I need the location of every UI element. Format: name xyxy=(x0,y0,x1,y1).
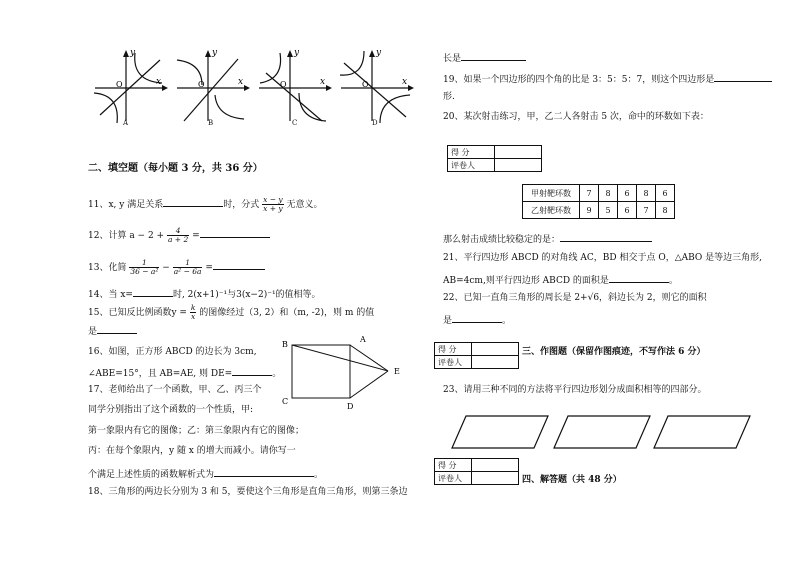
svg-text:x: x xyxy=(320,77,326,87)
square-figure xyxy=(280,333,410,413)
svg-text:A: A xyxy=(360,335,366,344)
question-22-line2: 是 。 xyxy=(443,313,511,327)
question-14: 14、当 x= 时, 2(x+1)⁻¹与3(x−2)⁻¹的值相等。 xyxy=(88,287,321,301)
svg-text:y: y xyxy=(376,48,382,58)
question-11: 11、x, y 满足关系 时，分式 $\frac{x - y}{x + y}$ 无意义。 xyxy=(88,195,323,213)
graph-label-b: B xyxy=(208,119,214,127)
svg-text:O: O xyxy=(116,80,123,89)
score-box-1: 得 分 评卷人 xyxy=(447,145,542,172)
svg-text:y: y xyxy=(212,48,218,58)
question-20-answer: 那么射击成绩比较稳定的是： xyxy=(443,232,652,246)
function-graphs xyxy=(90,45,420,133)
question-15-line2: 是 xyxy=(88,324,137,338)
question-22-line1: 22、已知一直角三角形的周长是 2+√6，斜边长为 2，则它的面积 xyxy=(443,293,707,303)
svg-text:D: D xyxy=(347,402,354,411)
svg-text:B: B xyxy=(282,340,288,349)
svg-text:x: x xyxy=(238,77,244,87)
question-19-line1: 19、如果一个四边形的四个角的比是 3：5：5：7，则这个四边形是 xyxy=(443,72,772,86)
question-23: 23、请用三种不同的方法将平行四边形划分成面积相等的四部分。 xyxy=(443,385,707,395)
svg-text:y: y xyxy=(130,48,136,58)
question-18-line1: 18、三角形的两边长分别为 3 和 5，要使这个三角形是直角三角形，则第三条边 xyxy=(88,487,408,497)
question-18-line2: 长是 xyxy=(443,51,526,65)
svg-text:O: O xyxy=(280,80,287,89)
question-17-line3: 第一象限内有它的图像；乙：第三象限内有它的图像； xyxy=(88,426,305,436)
question-17-line5: 个满足上述性质的函数解析式为 。 xyxy=(88,467,323,481)
parallelogram-2 xyxy=(554,416,650,448)
parallelograms xyxy=(448,412,758,452)
question-12: 12、计算 a − 2 + $\frac{4}{a + 2}$ = xyxy=(88,227,270,245)
svg-text:x: x xyxy=(402,77,408,87)
graph-option-a xyxy=(94,48,168,123)
question-17-line4: 丙：在每个象限内，y 随 x 的增大而减小。请你写一 xyxy=(88,446,296,456)
graph-label-c: C xyxy=(292,119,298,127)
section-4-heading: 四、解答题（共 48 分） xyxy=(522,475,622,485)
parallelogram-3 xyxy=(654,416,750,448)
parallelogram-1 xyxy=(452,416,548,448)
question-16-line1: 16、如图，正方形 ABCD 的边长为 3cm, xyxy=(88,347,257,357)
score-box-3: 得 分 评卷人 xyxy=(434,458,519,485)
shot-row-jia: 甲射靶环数 7 8 6 8 6 xyxy=(523,185,675,202)
svg-text:O: O xyxy=(362,80,369,89)
question-21-line2: AB=4cm,则平行四边形 ABCD 的面积是 。 xyxy=(443,273,678,287)
svg-text:C: C xyxy=(282,397,289,406)
svg-text:x: x xyxy=(156,77,162,87)
graph-label-d: D xyxy=(372,119,378,127)
question-17-line2: 同学分别指出了这个函数的一个性质，甲: xyxy=(88,405,254,415)
svg-text:y: y xyxy=(294,48,300,58)
graph-option-c xyxy=(259,48,332,121)
shot-row-yi: 乙射靶环数 9 5 6 7 8 xyxy=(523,202,675,219)
svg-text:E: E xyxy=(394,367,400,376)
graph-option-d xyxy=(340,48,414,123)
section-3-heading: 三、作图题（保留作图痕迹，不写作法 6 分） xyxy=(522,347,706,357)
question-17-line1: 17、老师给出了一个函数，甲、乙、丙三个 xyxy=(88,385,262,395)
graph-label-a: A xyxy=(123,119,129,127)
question-16-line2: ∠ABE=15°，且 AB=AE, 则 DE= 。 xyxy=(88,366,281,380)
shot-table xyxy=(522,184,675,219)
question-20-line1: 20、某次射击练习，甲，乙二人各射击 5 次，命中的环数如下表： xyxy=(443,112,709,122)
section-2-heading: 二、填空题（每小题 3 分，共 36 分） xyxy=(88,163,263,174)
score-box-2: 得 分 评卷人 xyxy=(434,342,519,369)
question-13: 13、化简 $\frac{1}{\text{36 − a²}}$ − $\frac{1}{\text{a² − 6a}}$ = xyxy=(88,259,265,277)
question-15: 15、已知反比例函数y = $\frac{k}{x}$ 的图像经过（3, 2）和（m, -2)，则 m 的值 xyxy=(88,303,375,321)
svg-text:O: O xyxy=(198,80,205,89)
question-19-line2: 形. xyxy=(443,92,455,102)
graph-option-b xyxy=(177,48,250,121)
question-21-line1: 21、平行四边形 ABCD 的对角线 AC，BD 相交于点 O，△ABO 是等边三角形, xyxy=(443,253,763,263)
